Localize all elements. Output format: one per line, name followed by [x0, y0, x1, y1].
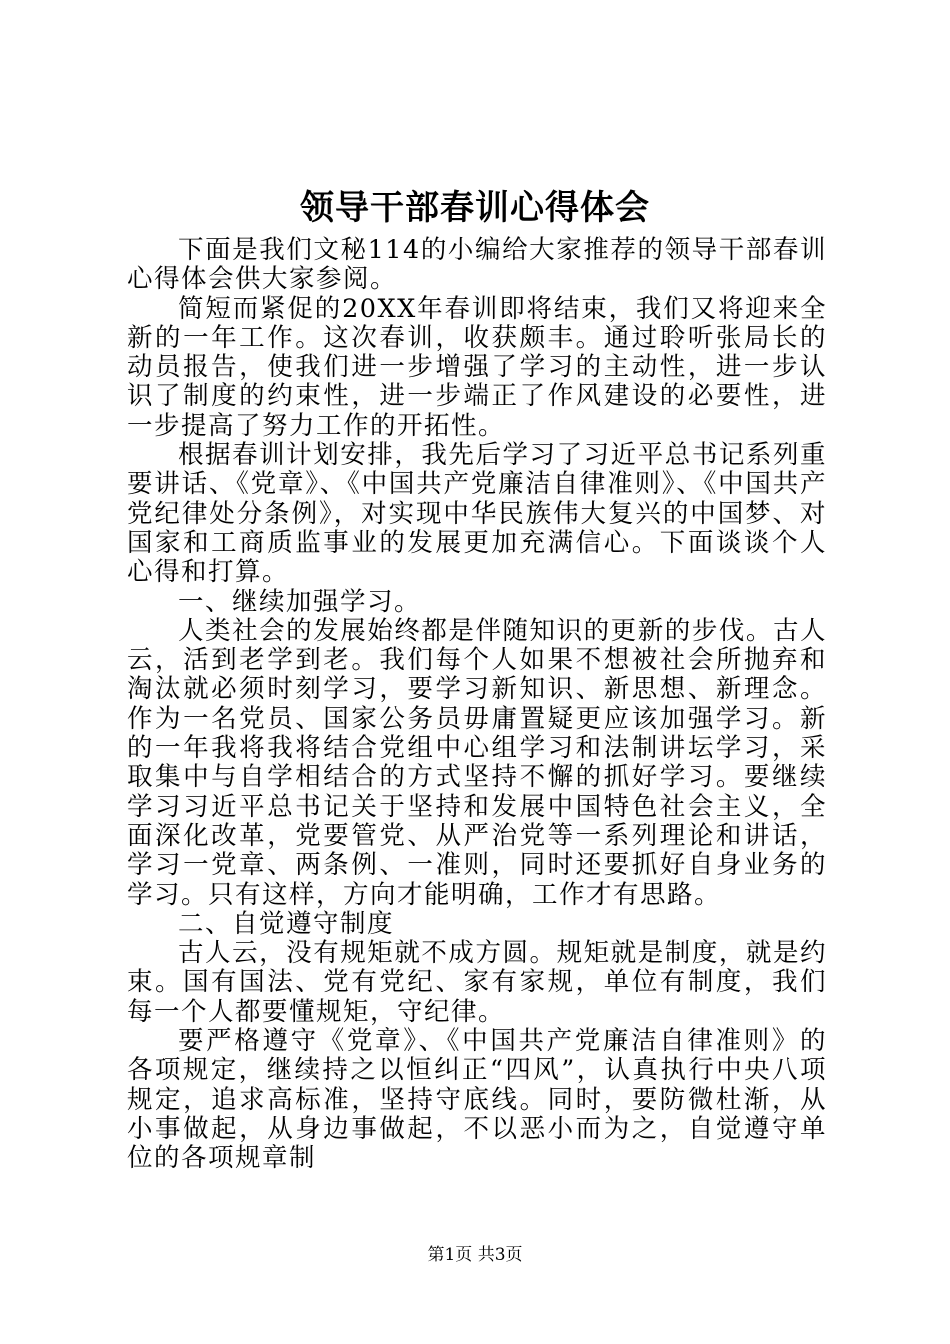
page-number: 第1页 共3页: [427, 1245, 523, 1265]
document-title: 领导干部春训心得体会: [300, 188, 650, 228]
paragraph-study: 人类社会的发展始终都是伴随知识的更新的步伐。古人云，活到老学到老。我们每个人如果不想被社会所抛弃和淘汰就必须时刻学习，要学习新知识、新思想、新理念。作为一名党员、国家公务员毋庸置疑更应该加强学习。新的一年我将我将结合党组中心组学习和法制讲坛学习，采取集中与自学相结合的方式坚持不懈的抓好学习。要继续学习习近平总书记关于坚持和发展中国特色社会主义，全面深化改革，党要管党、从严治党等一系列理论和讲话，学习一党章、两条例、一准则，同时还要抓好自身业务的学习。只有这样，方向才能明确，工作才有思路。: [127, 615, 827, 910]
paragraph-discipline: 要严格遵守《党章》、《中国共产党廉洁自律准则》的各项规定，继续持之以恒纠正“四风”，认真执行中央八项规定，追求高标准，坚持守底线。同时，要防微杜渐，从小事做起，从身边事做起，不以恶小而为之，自觉遵守单位的各项规章制: [127, 1026, 827, 1174]
section-heading-rules: 二、自觉遵守制度: [178, 908, 395, 939]
paragraph-rules: 古人云，没有规矩就不成方圆。规矩就是制度，就是约束。国有国法、党有党纪、家有家规，单位有制度，我们每一个人都要懂规矩，守纪律。: [127, 938, 827, 1027]
section-heading-study: 一、继续加强学习。: [178, 586, 422, 617]
paragraph-intro: 下面是我们文秘114的小编给大家推荐的领导干部春训心得体会供大家参阅。: [127, 235, 827, 295]
paragraph-study-plan: 根据春训计划安排，我先后学习了习近平总书记系列重要讲话、《党章》、《中国共产党廉洁自律准则》、《中国共产党纪律处分条例》，对实现中华民族伟大复兴的中国梦、对国家和工商质监事业的发展更加充满信心。下面谈谈个人心得和打算。: [127, 440, 827, 588]
document-body: [127, 236, 827, 1174]
paragraph-spring-training: 简短而紧促的20XX年春训即将结束，我们又将迎来全新的一年工作。这次春训，收获颇丰。通过聆听张局长的动员报告，使我们进一步增强了学习的主动性，进一步认识了制度的约束性，进一步端正了作风建设的必要性，进一步提高了努力工作的开拓性。: [127, 293, 827, 441]
